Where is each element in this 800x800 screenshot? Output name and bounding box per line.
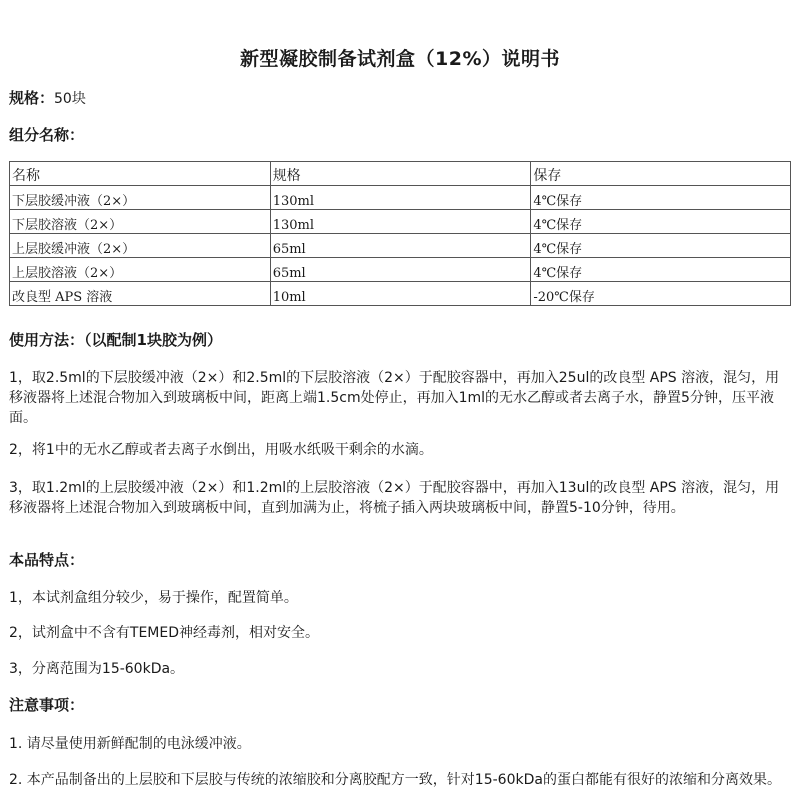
table-cell: 65ml [270,234,531,258]
table-row [10,210,791,234]
table-row [10,258,791,282]
spec-line [9,88,86,110]
table-cell: 4℃保存 [531,258,791,282]
table-row [10,234,791,258]
table-cell: 130ml [270,186,531,210]
table-cell: 130ml [270,210,531,234]
feature-item-2: 2，试剂盒中不含有TEMED神经毒剂，相对安全。 [9,625,320,641]
feature-item-3: 3，分离范围为15-60kDa。 [9,661,185,677]
table-cell: -20℃保存 [531,282,791,306]
table-cell: 上层胶溶液（2×） [10,258,271,282]
document-title: 新型凝胶制备试剂盒（12%）说明书 [240,48,560,70]
table-header-spec: 规格 [270,162,531,186]
features-heading: 本品特点： [9,551,85,569]
notes-heading: 注意事项： [9,696,85,714]
components-table [9,161,791,306]
table-cell: 10ml [270,282,531,306]
table-cell: 上层胶缓冲液（2×） [10,234,271,258]
table-cell: 65ml [270,258,531,282]
usage-heading: 使用方法：（以配制1块胶为例） [9,331,222,349]
components-heading: 组分名称： [9,126,85,144]
usage-step-2: 2，将1中的无水乙醇或者去离子水倒出，用吸水纸吸干剩余的水滴。 [9,442,433,458]
note-item-2: 2. 本产品制备出的上层胶和下层胶与传统的浓缩胶和分离胶配方一致，针对15-60kDa的蛋白都能有很好的浓缩和分离效果。 [9,772,781,788]
note-item-1: 1. 请尽量使用新鲜配制的电泳缓冲液。 [9,736,251,752]
spec-value: 50块 [54,91,86,107]
table-row [10,282,791,306]
table-header-storage: 保存 [531,162,791,186]
usage-step-1: 1，取2.5ml的下层胶缓冲液（2×）和2.5ml的下层胶溶液（2×）于配胶容器中，再加入25ul的改良型 APS 溶液，混匀，用移液器将上述混合物加入到玻璃板中间，距离上端1.5cm处停止，再加入1ml的无水乙醇或者去离子水，静置5分钟，压平液面。 [9,370,780,426]
table-cell: 4℃保存 [531,234,791,258]
table-cell: 改良型 APS 溶液 [10,282,271,306]
feature-item-1: 1，本试剂盒组分较少，易于操作，配置简单。 [9,590,298,606]
table-header-row [10,162,791,186]
usage-step-3: 3，取1.2ml的上层胶缓冲液（2×）和1.2ml的上层胶溶液（2×）于配胶容器中，再加入13ul的改良型 APS 溶液，混匀，用移液器将上述混合物加入到玻璃板中间，直到加满为止，将梳子插入两块玻璃板中间，静置5-10分钟，待用。 [9,480,780,516]
table-cell: 下层胶溶液（2×） [10,210,271,234]
table-header-name: 名称 [10,162,271,186]
spec-label: 规格： [9,89,55,107]
table-cell: 4℃保存 [531,186,791,210]
table-row [10,186,791,210]
table-cell: 下层胶缓冲液（2×） [10,186,271,210]
table-cell: 4℃保存 [531,210,791,234]
